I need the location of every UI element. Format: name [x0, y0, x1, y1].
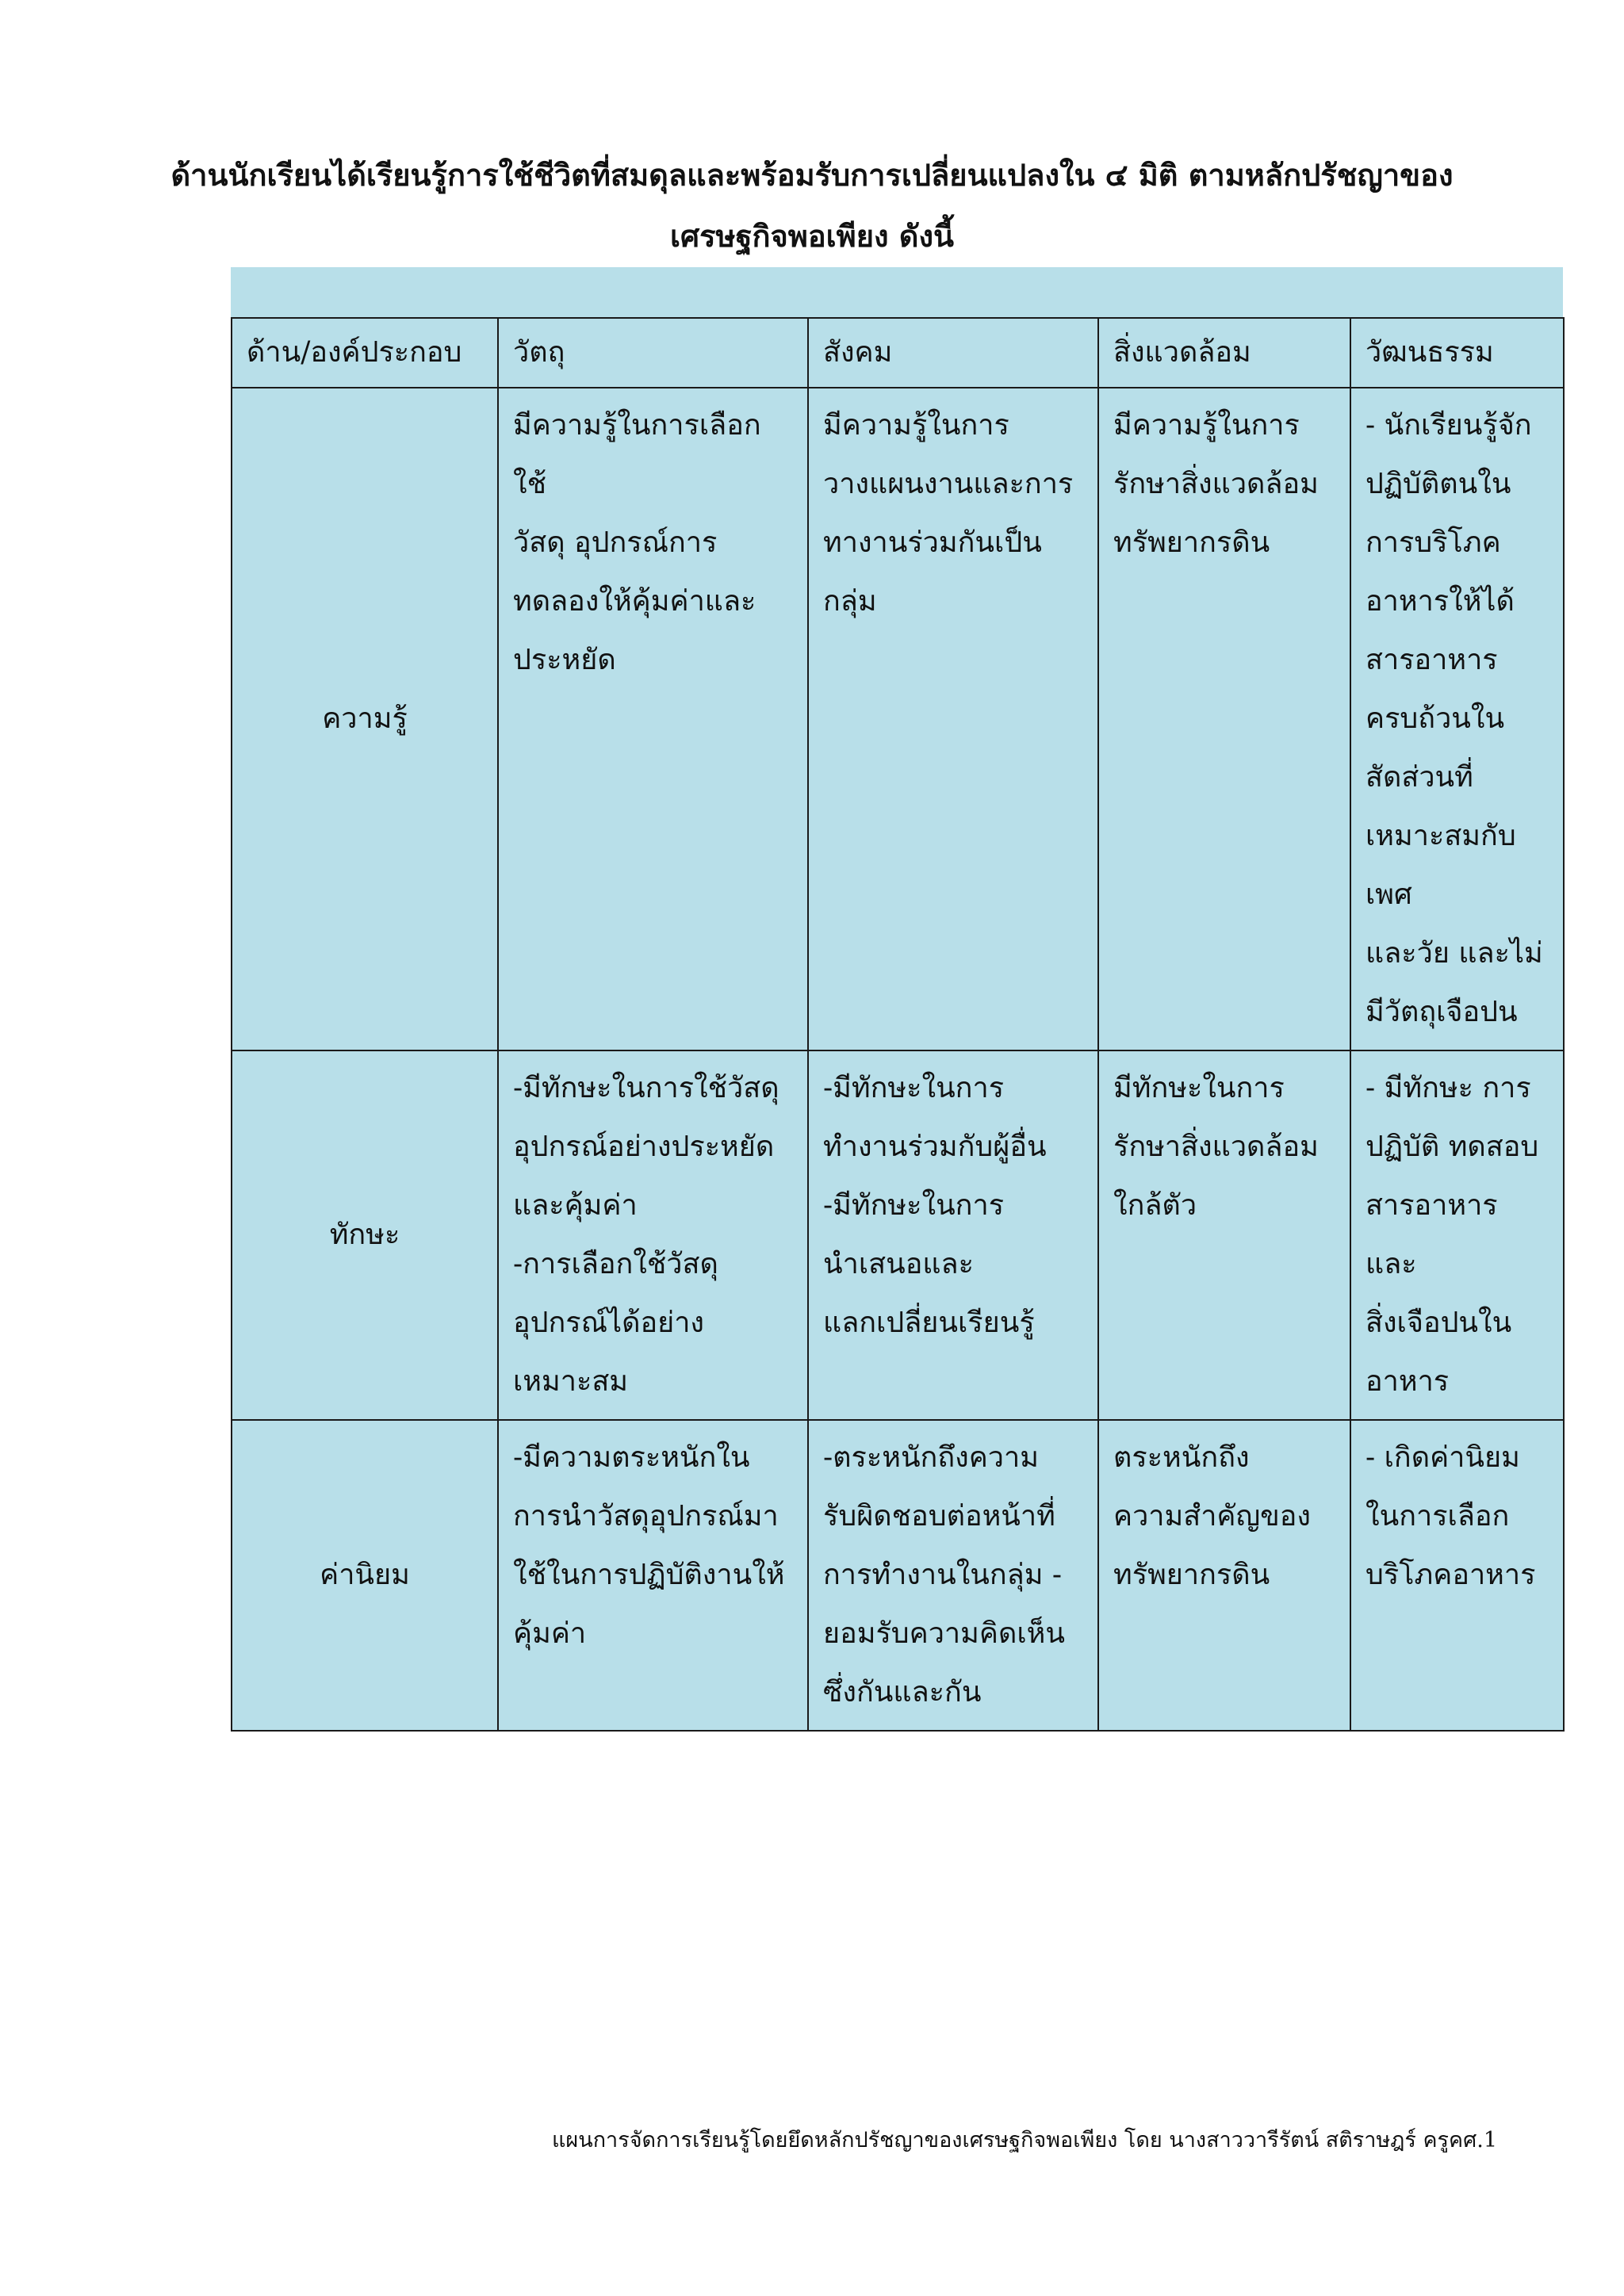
cell-knowledge-culture: - นักเรียนรู้จัก ปฏิบัติตนใน การบริโภค อาหารให้ได้ สารอาหาร ครบถ้วนใน สัดส่วนที่ เหมาะสมกับเพศ และวัย และไม่ มีวัตถุเจือปน: [1350, 388, 1564, 1050]
row-label-skill: ทักษะ: [232, 1050, 498, 1420]
cell-knowledge-environment: มีความรู้ในการ รักษาสิ่งแวดล้อม ทรัพยากรดิน: [1098, 388, 1350, 1050]
row-label-knowledge: ความรู้: [232, 388, 498, 1050]
cell-skill-culture: - มีทักษะ การ ปฏิบัติ ทดสอบ สารอาหารและ สิ่งเจือปนใน อาหาร: [1350, 1050, 1564, 1420]
cell-skill-environment: มีทักษะในการ รักษาสิ่งแวดล้อม ใกล้ตัว: [1098, 1050, 1350, 1420]
table-row-knowledge: [232, 388, 1564, 1050]
table-row-value: [232, 1420, 1564, 1731]
table-header-row: [232, 318, 1564, 388]
header-material: วัตถุ: [498, 318, 808, 388]
header-aspect: ด้าน/องค์ประกอบ: [232, 318, 498, 388]
cell-knowledge-material: มีความรู้ในการเลือกใช้ วัสดุ อุปกรณ์การ ทดลองให้คุ้มค่าและ ประหยัด: [498, 388, 808, 1050]
cell-value-environment: ตระหนักถึง ความสำคัญของ ทรัพยากรดิน: [1098, 1420, 1350, 1731]
document-footer: แผนการจัดการเรียนรู้โดยยึดหลักปรัชญาของเศรษฐกิจพอเพียง โดย นางสาววารีรัตน์ สติราษฎร์ ครูคศ.1: [552, 2128, 1497, 2152]
row-label-value: ค่านิยม: [232, 1420, 498, 1731]
table-row-skill: [232, 1050, 1564, 1420]
competency-table-container: [231, 267, 1563, 1732]
cell-value-society: -ตระหนักถึงความ รับผิดชอบต่อหน้าที่ การทำงานในกลุ่ม - ยอมรับความคิดเห็น ซึ่งกันและกัน: [808, 1420, 1098, 1731]
table-top-band: [231, 267, 1563, 317]
cell-value-material: -มีความตระหนักใน การนำวัสดุอุปกรณ์มา ใช้ในการปฏิบัติงานให้ คุ้มค่า: [498, 1420, 808, 1731]
document-heading-line-2: เศรษฐกิจพอเพียง ดังนี้: [670, 218, 954, 254]
cell-value-culture: - เกิดค่านิยม ในการเลือก บริโภคอาหาร: [1350, 1420, 1564, 1731]
cell-skill-material: -มีทักษะในการใช้วัสดุ อุปกรณ์อย่างประหยัด และคุ้มค่า -การเลือกใช้วัสดุ อุปกรณ์ได้อย่าง เหมาะสม: [498, 1050, 808, 1420]
header-environment: สิ่งแวดล้อม: [1098, 318, 1350, 388]
header-society: สังคม: [808, 318, 1098, 388]
document-heading-line-1: ด้านนักเรียนได้เรียนรู้การใช้ชีวิตที่สมดุลและพร้อมรับการเปลี่ยนแปลงใน ๔ มิติ ตามหลักปรัชญาของ: [170, 157, 1454, 193]
cell-skill-society: -มีทักษะในการ ทำงานร่วมกับผู้อื่น -มีทักษะในการ นำเสนอและ แลกเปลี่ยนเรียนรู้: [808, 1050, 1098, 1420]
cell-knowledge-society: มีความรู้ในการ วางแผนงานและการ ทางานร่วมกันเป็น กลุ่ม: [808, 388, 1098, 1050]
competency-table: [231, 317, 1565, 1732]
header-culture: วัฒนธรรม: [1350, 318, 1564, 388]
